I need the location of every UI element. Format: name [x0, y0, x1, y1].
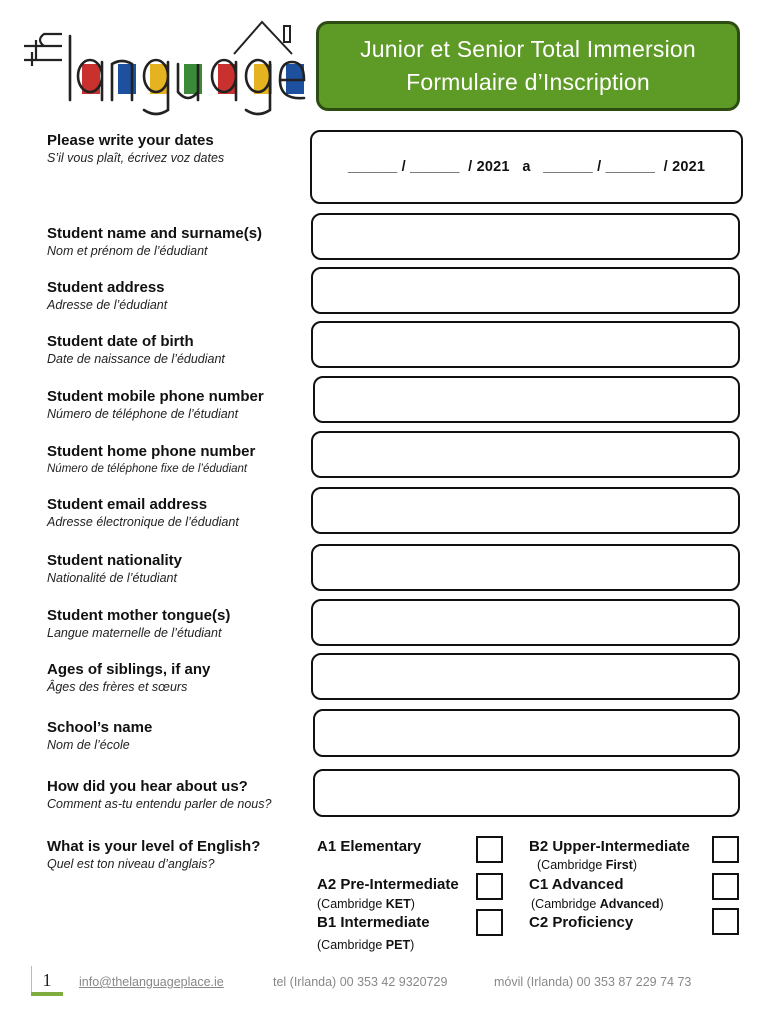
english-level-label-en: What is your level of English?: [47, 838, 261, 855]
level-a1-checkbox[interactable]: [476, 836, 503, 863]
level-b1-label: B1 Intermediate: [317, 914, 430, 931]
level-b1-checkbox[interactable]: [476, 909, 503, 936]
dates-value: ______ / ______ / 2021 a ______ / ______ / 2021: [347, 159, 706, 175]
level-b2-label: B2 Upper-Intermediate: [529, 838, 690, 855]
field-label-en: Student date of birth: [47, 333, 194, 350]
field-label-fr: Âges des frères et sœurs: [47, 680, 188, 694]
english-level-label-fr: Quel est ton niveau d’anglais?: [47, 857, 215, 871]
footer-tel: tel (Irlanda) 00 353 42 9320729: [273, 975, 448, 989]
birth-date-input[interactable]: [311, 321, 740, 368]
field-label-en: Student mobile phone number: [47, 388, 264, 405]
dates-label-en: Please write your dates: [47, 132, 214, 149]
level-b2-checkbox[interactable]: [712, 836, 739, 863]
field-label-fr: Nom et prénom de l’édudiant: [47, 244, 208, 258]
field-label-en: How did you hear about us?: [47, 778, 248, 795]
field-label-en: Student email address: [47, 496, 208, 513]
level-c1-checkbox[interactable]: [712, 873, 739, 900]
logo-graphic: [22, 14, 312, 120]
level-b1-sub: [317, 937, 414, 953]
field-label-siblings: [47, 660, 210, 696]
field-label-referral: [47, 777, 271, 813]
field-label-email: [47, 495, 239, 531]
level-c2-label: C2 Proficiency: [529, 914, 634, 931]
mobile-phone-input[interactable]: [313, 376, 740, 423]
footer-email-text: info@thelanguageplace.ie: [79, 975, 224, 989]
nationality-input[interactable]: [311, 544, 740, 591]
english-level-label: [47, 837, 260, 873]
page-number: 1: [42, 970, 52, 990]
field-label-mother-tongue: [47, 606, 230, 642]
siblings-ages-input[interactable]: [311, 653, 740, 700]
field-label-en: Student name and surname(s): [47, 225, 263, 242]
field-label-school: [47, 718, 152, 754]
title-line-2: Formulaire d’Inscription: [406, 69, 650, 95]
field-label-nationality: [47, 551, 182, 587]
field-label-mobile: [47, 387, 264, 423]
field-label-en: School’s name: [47, 719, 153, 736]
level-b1-sub-bold: PET: [385, 938, 411, 952]
level-a2-sub-text: (Cambridge: [317, 897, 386, 911]
field-label-en: Student home phone number: [47, 443, 256, 460]
field-label-en: Student nationality: [47, 552, 182, 569]
field-label-fr: Número de téléphone fixe de l’édudiant: [47, 463, 248, 475]
level-a2-checkbox[interactable]: [476, 873, 503, 900]
field-label-birth: [47, 332, 225, 368]
level-c1-sub: [531, 896, 664, 912]
level-c1-sub-end: ): [659, 897, 664, 911]
field-label-address: [47, 278, 167, 314]
language-place-logo: [22, 14, 312, 120]
form-title-banner: [316, 21, 740, 111]
level-b2-sub-bold: First: [605, 858, 633, 872]
field-label-home-phone: [47, 442, 255, 478]
page-number-accent: [31, 992, 63, 996]
level-b1-sub-end: ): [410, 938, 415, 952]
field-label-fr: Langue maternelle de l’étudiant: [47, 626, 222, 640]
name-input[interactable]: [311, 213, 740, 260]
school-name-input[interactable]: [313, 709, 740, 757]
field-label-fr: Nom de l’école: [47, 738, 130, 752]
field-label-fr: Date de naissance de l’édudiant: [47, 352, 225, 366]
level-a2-label: A2 Pre-Intermediate: [317, 876, 459, 893]
field-label-en: Ages of siblings, if any: [47, 661, 211, 678]
footer-mobile: móvil (Irlanda) 00 353 87 229 74 73: [494, 975, 692, 989]
field-label-fr: Comment as-tu entendu parler de nous?: [47, 797, 272, 811]
mother-tongue-input[interactable]: [311, 599, 740, 646]
address-input[interactable]: [311, 267, 740, 314]
level-c1-sub-text: (Cambridge: [531, 897, 600, 911]
level-c2-checkbox[interactable]: [712, 908, 739, 935]
dates-label-fr: S’il vous plaît, écrivez voz dates: [47, 151, 225, 165]
field-label-fr: Nationalité de l’étudiant: [47, 571, 177, 585]
email-input[interactable]: [311, 487, 740, 534]
level-a2-sub: [317, 896, 415, 912]
level-a2-sub-end: ): [410, 897, 415, 911]
field-label-fr: Adresse de l’édudiant: [47, 298, 168, 312]
level-a2-sub-bold: KET: [385, 897, 411, 911]
dates-label: [47, 131, 224, 167]
field-label-name: [47, 224, 262, 260]
field-label-fr: Número de téléphone de l’étudiant: [47, 407, 239, 421]
level-b2-sub-text: (Cambridge: [537, 858, 606, 872]
field-label-en: Student mother tongue(s): [47, 607, 231, 624]
level-c1-label: C1 Advanced: [529, 876, 624, 893]
dates-field[interactable]: [310, 130, 743, 204]
level-b1-sub-text: (Cambridge: [317, 938, 386, 952]
level-b2-sub-end: ): [632, 858, 638, 872]
footer-email-link[interactable]: [79, 975, 224, 989]
title-line-1: Junior et Senior Total Immersion: [360, 36, 696, 62]
referral-input[interactable]: [313, 769, 740, 817]
field-label-en: Student address: [47, 279, 165, 296]
level-c1-sub-bold: Advanced: [599, 897, 660, 911]
level-b2-sub: [537, 857, 637, 873]
field-label-fr: Adresse électronique de l’édudiant: [47, 515, 239, 529]
home-phone-input[interactable]: [311, 431, 740, 478]
level-a1-label: A1 Elementary: [317, 838, 422, 855]
